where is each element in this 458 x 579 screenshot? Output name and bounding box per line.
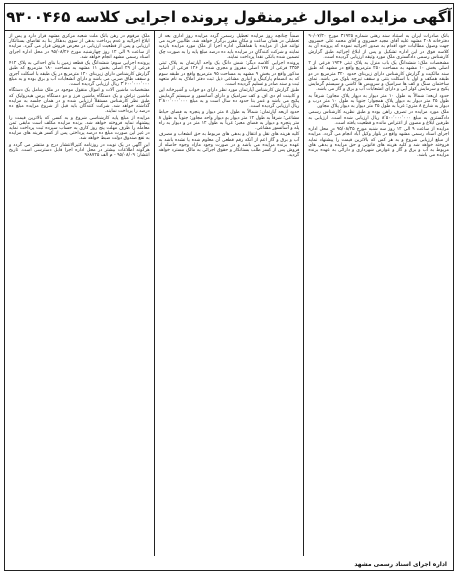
notice-column-middle: [155, 31, 305, 556]
paragraph: ملک مورد مزایده در تصرف راهن بوده و طبق نظریه کارشناس رسمی دادگستری به مبلغ ۸٬۵۰۰٬۰۰۰٬۰۰۰ ریال ارزیابی شده است. ارزیابی به طرفین ابلاغ و مصون از اعتراض مانده و قطعیت یافته است.: [308, 110, 449, 126]
paragraph: مزایده از ساعت ۹ الی ۱۲ روز سه شنبه مورخ ۹۵/۰۸/۲۵ در محل اداره اجرای اسناد رسمی مشهد واقع در بلوار وکیل آباد انجام می گردد. مزایده از مبلغ ارزیابی شروع و به هر کس که بالاترین قیمت را پیشنهاد نماید فروخته خواهد شد و کلیه هزینه های قانونی و حق مزایده و بدهی های مربوط به آب و برق و گاز و عوارض شهرداری و دارائی به عهده برنده مزایده می باشد.: [308, 127, 450, 159]
paragraph: طبق گزارش کارشناس آپارتمان مورد نظر دارای دو خواب و آشپزخانه اپن و کابینت ام دی اف و کف سرامیک و دارای آسانسور و سیستم گرمایش پکیج می باشد و عمر بنا حدود ده سال است و به مبلغ ۲٬۸۰۰٬۰۰۰٬۰۰۰ ریال ارزیابی گردیده است.: [158, 88, 300, 110]
paragraph: ضمناً چنانچه روز مزایده تعطیل رسمی گردد مزایده روز اداری بعد از تعطیلی در همان ساعت و مکان مقرر برگزار خواهد شد. طالبین خرید می توانند قبل از مزایده با هماهنگی اداره اجرا از ملک مورد مزایده بازدید نمایند و شرکت کنندگان در مزایده باید ده درصد مبلغ پایه را به صورت چک تضمین شده بانکی نقداً پرداخت نمایند.: [158, 34, 300, 60]
notice-footer: [11, 561, 447, 568]
paragraph: حدود اربعه آپارتمان: شمالاً به طول ۸ متر دیوار و پنجره به فضای حیاط مشاعی؛ شرقاً به طول ۱۲ متر دیوار به دیوار واحد مجاور؛ جنوباً به طول ۸ متر پنجره و دیوار به فضای معبر؛ غرباً به طول ۱۲ متر در و دیوار به راه پله و آسانسور مشاعی.: [158, 110, 300, 132]
notice-columns: [5, 31, 453, 556]
notice-column-left: [5, 31, 155, 556]
paragraph: ملک مرقوم در رهن بانک ملت شعبه مرکزی مشهد قرار دارد و پس از ابلاغ اجرائیه و عدم پرداخت بدهی از سوی بدهکار بنا به تقاضای بستانکار ارزیابی و پس از قطعیت ارزیابی در معرض فروش قرار می گیرد. مزایده از ساعت ۹ الی ۱۲ روز چهارشنبه مورخ ۹۵/۰۸/۲۶ در محل اداره اجرای اسناد رسمی مشهد انجام خواهد شد.: [8, 34, 150, 60]
paragraph: مشخصات ماشین آلات و اموال منقول موجود در ملک شامل یک دستگاه ماشین تراش و یک دستگاه ماشین فرز و دو دستگاه پرس هیدرولیک که طبق نظر کارشناس مستقلاً ارزیابی شده و در همان جلسه به مزایده گذاشته خواهد شد. شرکت کنندگان باید قبل از شروع مزایده مبلغ ده درصد را پرداخت نمایند.: [8, 88, 150, 115]
paragraph: مزایده از مبلغ پایه کارشناسی شروع و به کسی که بالاترین قیمت را پیشنهاد نماید فروخته خواهد شد. برنده مزایده مکلف است مابقی ثمن معامله را ظرف مهلت پنج روز کاری به حساب سپرده ثبت پرداخت نماید در غیر این صورت مبلغ ده درصد پرداختی پس از کسر هزینه های مزایده به نفع صندوق دولت ضبط خواهد شد.: [8, 115, 150, 142]
paragraph: این آگهی در یک نوبت در روزنامه کثیرالانتشار درج و منتشر می گردد و هرگونه اطلاعات بیشتر در محل اداره اجرا قابل دسترسی است. تاریخ انتشار: ۹۵/۰۸/۰۹ - م الف ۹۶۸۷۲۵: [8, 142, 150, 159]
notice-header: [5, 4, 453, 31]
paragraph: پرونده اجرایی سوم: ششدانگ یک قطعه زمین با بنای احداثی به پلاک ۴۱۲ فرعی از ۲۹ اصلی بخش ۱۱ مشهد به مساحت ۱۸۰ مترمربع که طبق گزارش کارشناس دارای زیربنای ۱۲۰ مترمربع در یک طبقه با اسکلت آجری و سقف طاق ضربی می باشد و دارای انشعابات آب و برق بوده و به مبلغ ۳٬۶۰۰٬۰۰۰٬۰۰۰ ریال ارزیابی گردیده است.: [8, 61, 150, 88]
paragraph: پرونده اجرایی کلاسه دیگر: شش دانگ یک واحد آپارتمان به پلاک ثبتی ۲۳۵۴ فرعی از ۱۷۸ اصلی مفروز و مجزی شده از ۱۲۶ فرعی از اصلی مذکور واقع در بخش ۹ مشهد به مساحت ۹۵ مترمربع واقع در طبقه سوم که به انضمام پارکینگ و انباری مشاعی ذیل ثبت دفتر املاک به نام متعهد ثبت و سند صادر و تسلیم گردیده است.: [158, 61, 300, 88]
paragraph: کلیه هزینه های نقل و انتقال و بدهی های مربوط به حق انشعاب و مصرف آب و برق و گاز اعم از آنکه رقم قطعی آن معلوم شده یا نشده باشد به عهده برنده مزایده می باشد و در صورت وجود مازاد وجوه حاصله از فروش پس از کسر طلب بستانکار و حقوق اجرائی به مالک مسترد خواهد گردید.: [158, 132, 300, 159]
notice-page: [4, 3, 454, 571]
notice-title: آگهی مزایده اموال غیرمنقول پرونده اجرایی کلاسه ۹۳۰۰۴۶۵: [6, 8, 452, 26]
paragraph: بانک صادرات ایران به استناد سند رهنی شماره ۳۱۹۲۵ مورخ ۹۰/۰۷/۳۰ دفترخانه ۲۰۸ مشهد علیه آقای مجید خسروی و آقای محمد علی خسروی جهت وصول مطالبات خود اقدام به صدور اجرائیه نموده که پرونده آن به کلاسه فوق در این اداره تشکیل و پس از ابلاغ اجرائیه طبق گزارش کارشناس رسمی دادگستری ملک مورد وثیقه ارزیابی گردیده است.: [308, 34, 449, 60]
paragraph: حدود اربعه: شمالاً به طول ۱۰ متر دیوار به دیوار پلاک مجاور؛ شرقاً به طول ۲۵ متر دیوار به دیوار پلاک همجوار؛ جنوباً به طول ۱۰ متر درب و دیوار به شارع ۸ متری؛ غرباً به طول ۲۵ متر دیوار به دیوار پلاک مجاور.: [308, 93, 450, 110]
footer-signature: اداره اجرای اسناد رسمی مشهد: [354, 561, 447, 568]
notice-column-right: [304, 31, 453, 556]
paragraph: مشخصات ملک: ششدانگ یک باب منزل به پلاک ثبتی ۱۹۲۴ فرعی از ۲ اصلی بخش ۱۰ مشهد به مساحت ۲۵۰ مترمربع واقع در مشهد که طبق سند مالکیت و گزارش کارشناس دارای زیربنای حدود ۳۲۰ مترمربع در دو طبقه همکف و اول با اسکلت بتنی و سقف تیرچه بلوک می باشد. نمای ساختمان سنگ و کف ها سرامیک و سرویس ها کاشی و سیستم گرمایش پکیج و سرمایش کولر آبی و دارای انشعابات آب و برق و گاز می باشد.: [308, 61, 450, 93]
